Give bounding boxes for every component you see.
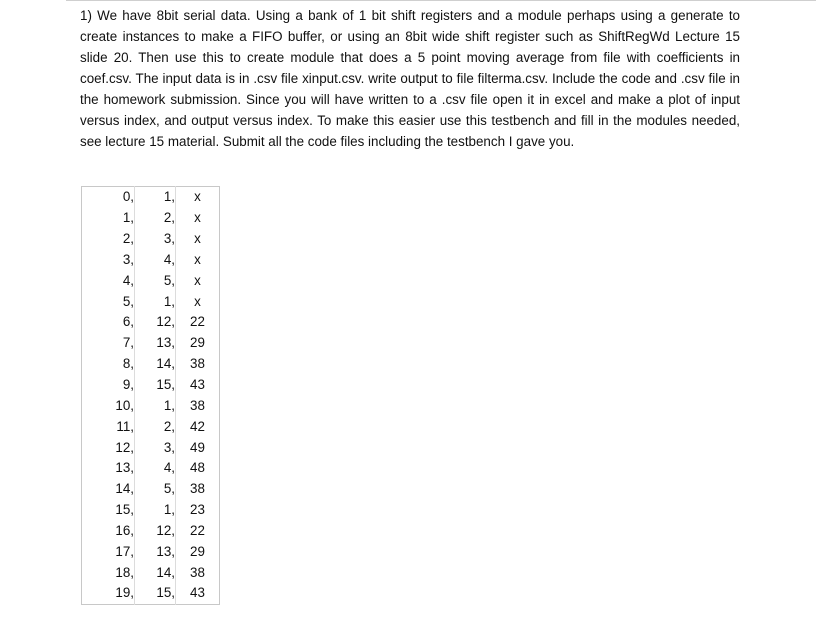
- input-cell: 1,: [135, 291, 176, 312]
- output-cell: x: [194, 251, 201, 267]
- input-cell: 12,: [135, 521, 176, 542]
- output-cell: x: [194, 272, 201, 288]
- index-cell: 17,: [82, 541, 135, 562]
- table-row: [82, 437, 220, 458]
- output-cell: 22: [190, 314, 205, 330]
- table-row: [82, 521, 220, 542]
- input-cell: 1,: [135, 500, 176, 521]
- output-cell: 38: [190, 481, 205, 497]
- index-cell: 1,: [82, 208, 135, 229]
- output-cell: 49: [190, 439, 205, 455]
- output-cell: 23: [190, 502, 205, 518]
- input-cell: 14,: [135, 354, 176, 375]
- table-row: [82, 541, 220, 562]
- output-cell: 43: [190, 585, 205, 601]
- input-cell: 3,: [135, 437, 176, 458]
- table-row: [82, 187, 220, 208]
- input-cell: 1,: [135, 395, 176, 416]
- table-row: [82, 375, 220, 396]
- output-cell: 42: [190, 418, 205, 434]
- table-row: [82, 583, 220, 604]
- input-cell: 1,: [135, 187, 176, 208]
- index-cell: 2,: [82, 229, 135, 250]
- data-table-body: [82, 187, 220, 605]
- input-cell: 13,: [135, 541, 176, 562]
- index-cell: 5,: [82, 291, 135, 312]
- table-row: [82, 458, 220, 479]
- index-cell: 3,: [82, 250, 135, 271]
- index-cell: 12,: [82, 437, 135, 458]
- input-cell: 4,: [135, 458, 176, 479]
- output-cell: x: [194, 231, 201, 247]
- output-cell: 38: [190, 397, 205, 413]
- output-cell: 22: [190, 522, 205, 538]
- index-cell: 9,: [82, 375, 135, 396]
- output-cell: x: [194, 189, 201, 205]
- index-cell: 16,: [82, 521, 135, 542]
- index-cell: 18,: [82, 562, 135, 583]
- output-cell: x: [194, 293, 201, 309]
- index-cell: 15,: [82, 500, 135, 521]
- table-row: [82, 562, 220, 583]
- output-cell: 38: [190, 356, 205, 372]
- table-row: [82, 208, 220, 229]
- index-cell: 4,: [82, 270, 135, 291]
- index-cell: 6,: [82, 312, 135, 333]
- table-row: [82, 416, 220, 437]
- table-row: [82, 479, 220, 500]
- input-cell: 5,: [135, 479, 176, 500]
- table-row: [82, 229, 220, 250]
- output-cell: 38: [190, 564, 205, 580]
- input-cell: 4,: [135, 250, 176, 271]
- index-cell: 11,: [82, 416, 135, 437]
- top-divider: [66, 0, 816, 1]
- output-cell: 29: [190, 335, 205, 351]
- index-cell: 0,: [82, 187, 135, 208]
- input-cell: 13,: [135, 333, 176, 354]
- table-row: [82, 250, 220, 271]
- input-cell: 3,: [135, 229, 176, 250]
- index-cell: 7,: [82, 333, 135, 354]
- index-cell: 8,: [82, 354, 135, 375]
- input-cell: 5,: [135, 270, 176, 291]
- input-cell: 12,: [135, 312, 176, 333]
- index-cell: 14,: [82, 479, 135, 500]
- input-cell: 15,: [135, 375, 176, 396]
- output-cell: 29: [190, 543, 205, 559]
- question-text: 1) We have 8bit serial data. Using a bank of 1 bit shift registers and a module perhaps using a generate to create instances to make a FIFO buffer, or using an 8bit wide shift register such as ShiftRegWd Lecture 15 slide 20. Then use this to create module that does a 5 point moving average from file with coefficients in coef.csv. The input data is in .csv file xinput.csv. write output to file filterma.csv. Include the code and .csv file in the homework submission. Since you will have written to a .csv file open it in excel and make a plot of input versus index, and output versus index. To make this easier use this testbench and fill in the modules needed, see lecture 15 material. Submit all the code files including the testbench I gave you.: [80, 8, 740, 149]
- table-row: [82, 333, 220, 354]
- index-cell: 10,: [82, 395, 135, 416]
- output-cell: x: [194, 210, 201, 226]
- table-row: [82, 395, 220, 416]
- data-table: [81, 186, 220, 605]
- output-cell: 43: [190, 377, 205, 393]
- input-cell: 2,: [135, 208, 176, 229]
- table-row: [82, 291, 220, 312]
- input-cell: 14,: [135, 562, 176, 583]
- table-row: [82, 270, 220, 291]
- output-cell: 48: [190, 460, 205, 476]
- table-row: [82, 500, 220, 521]
- index-cell: 13,: [82, 458, 135, 479]
- table-row: [82, 312, 220, 333]
- input-cell: 2,: [135, 416, 176, 437]
- index-cell: 19,: [82, 583, 135, 604]
- table-row: [82, 354, 220, 375]
- input-cell: 15,: [135, 583, 176, 604]
